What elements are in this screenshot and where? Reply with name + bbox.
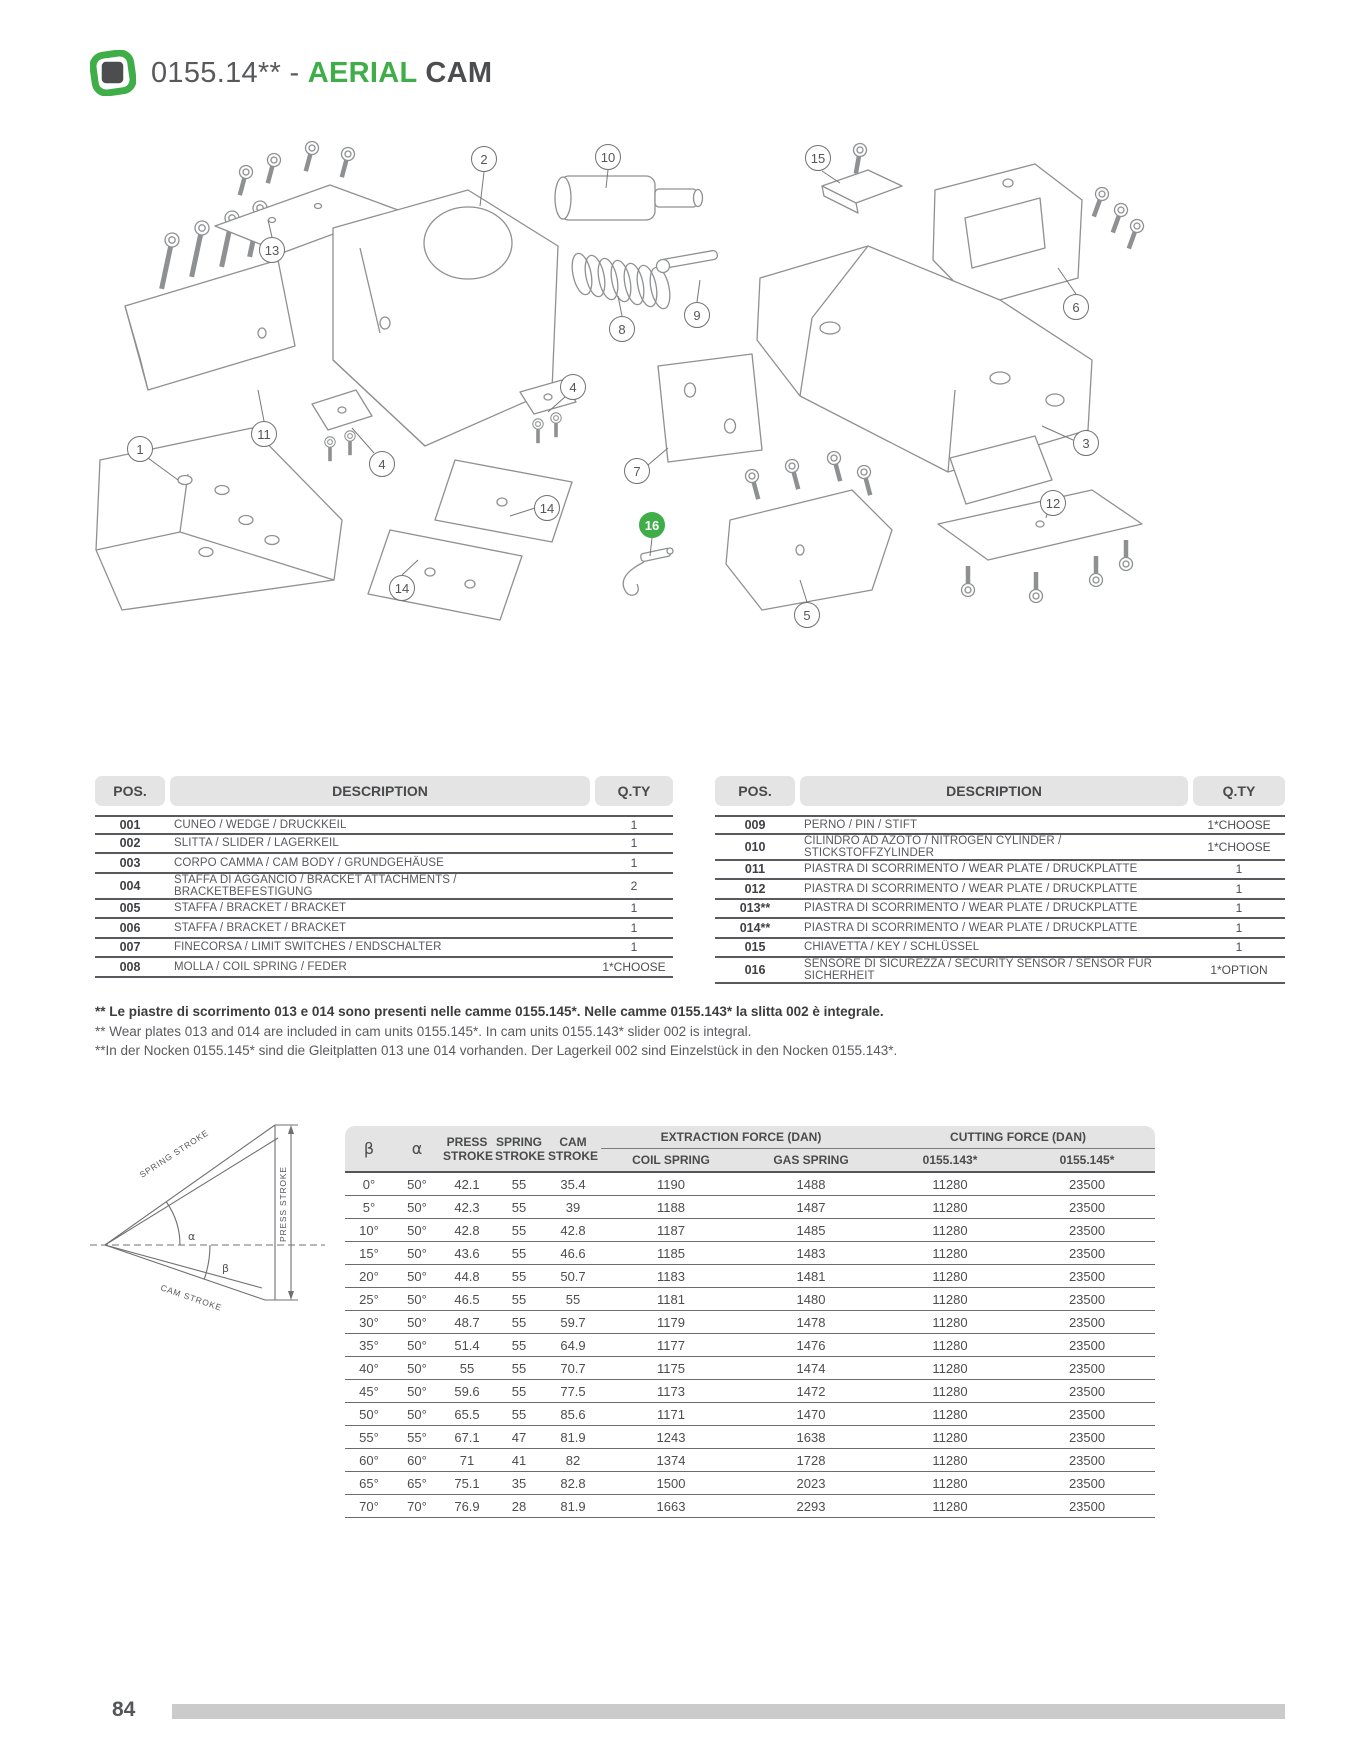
table-cell: CHIAVETTA / KEY / SCHLÜSSEL	[795, 939, 1193, 959]
brand-logo-icon	[90, 50, 136, 96]
column-header-pos: POS.	[715, 776, 795, 806]
table-cell: 55	[493, 1196, 545, 1219]
table-cell: 009	[715, 815, 795, 835]
table-cell: 59.6	[441, 1380, 493, 1403]
table-row	[95, 958, 673, 978]
table-cell: 82	[545, 1449, 601, 1472]
table-cell: 41	[493, 1449, 545, 1472]
table-cell: PIASTRA DI SCORRIMENTO / WEAR PLATE / DRUCKPLATTE	[795, 880, 1193, 900]
table-cell: 55	[493, 1288, 545, 1311]
table-cell: 23500	[1019, 1265, 1155, 1288]
table-row	[95, 815, 673, 835]
table-cell: STAFFA DI AGGANCIO / BRACKET ATTACHMENTS / BRACKETBEFESTIGUNG	[165, 874, 595, 900]
table-cell: 55	[493, 1357, 545, 1380]
table-cell: 23500	[1019, 1311, 1155, 1334]
table-cell: FINECORSA / LIMIT SWITCHES / ENDSCHALTER	[165, 939, 595, 959]
table-cell: 1	[1193, 861, 1285, 881]
table-row	[345, 1173, 1155, 1196]
table-cell: 46.6	[545, 1242, 601, 1265]
table-cell: 006	[95, 919, 165, 939]
table-cell: 1183	[601, 1265, 741, 1288]
spring-stroke-label: SPRING STROKE	[137, 1127, 211, 1180]
table-cell: 1	[595, 815, 673, 835]
table-cell: 23500	[1019, 1495, 1155, 1518]
part-callout-4: 4	[560, 374, 586, 400]
table-cell: 1	[1193, 900, 1285, 920]
table-cell: 50.7	[545, 1265, 601, 1288]
part-016-security-sensor	[623, 548, 673, 595]
table-cell: 65.5	[441, 1403, 493, 1426]
table-cell: 76.9	[441, 1495, 493, 1518]
parts-table-right-header	[715, 776, 1285, 806]
part-callout-16: 16	[639, 512, 665, 538]
table-cell: CILINDRO AD AZOTO / NITROGEN CYLINDER / STICKSTOFFZYLINDER	[795, 835, 1193, 861]
table-cell: 1480	[741, 1288, 881, 1311]
table-cell: 15°	[345, 1242, 393, 1265]
column-header-spring-stroke: SPRING STROKE	[493, 1126, 545, 1173]
table-cell: 23500	[1019, 1357, 1155, 1380]
table-cell: 35.4	[545, 1173, 601, 1196]
table-cell: 50°	[393, 1380, 441, 1403]
table-cell: 70°	[345, 1495, 393, 1518]
part-callout-10: 10	[595, 144, 621, 170]
column-header-cam-stroke: CAM STROKE	[545, 1126, 601, 1173]
table-cell: 23500	[1019, 1288, 1155, 1311]
column-header-press-stroke: PRESS STROKE	[441, 1126, 493, 1173]
table-cell: CORPO CAMMA / CAM BODY / GRUNDGEHÄUSE	[165, 854, 595, 874]
table-row	[95, 835, 673, 855]
table-cell: 0°	[345, 1173, 393, 1196]
part-007-limit-switch	[658, 354, 762, 462]
table-cell: 50°	[345, 1403, 393, 1426]
table-cell: 59.7	[545, 1311, 601, 1334]
table-cell: 1*CHOOSE	[1193, 835, 1285, 861]
table-cell: 23500	[1019, 1173, 1155, 1196]
table-cell: 44.8	[441, 1265, 493, 1288]
table-cell: 015	[715, 939, 795, 959]
part-005-bracket	[726, 450, 892, 610]
exploded-diagram-art	[0, 128, 1359, 676]
table-row	[715, 900, 1285, 920]
table-cell: 1	[595, 854, 673, 874]
stroke-geometry-figure	[90, 1112, 340, 1327]
table-cell: 1728	[741, 1449, 881, 1472]
table-cell: 23500	[1019, 1196, 1155, 1219]
table-cell: 43.6	[441, 1242, 493, 1265]
table-cell: 47	[493, 1426, 545, 1449]
table-cell: 1243	[601, 1426, 741, 1449]
table-cell: 1173	[601, 1380, 741, 1403]
table-cell: 011	[715, 861, 795, 881]
table-cell: 42.8	[441, 1219, 493, 1242]
part-008-coil-spring	[569, 252, 673, 311]
table-cell: 50°	[393, 1265, 441, 1288]
table-cell: 39	[545, 1196, 601, 1219]
table-cell: 50°	[393, 1219, 441, 1242]
table-cell: 60°	[393, 1449, 441, 1472]
table-cell: 65°	[393, 1472, 441, 1495]
table-cell: 005	[95, 900, 165, 920]
cam-stroke-label: CAM STROKE	[159, 1282, 224, 1313]
table-cell: 004	[95, 874, 165, 900]
table-cell: 2023	[741, 1472, 881, 1495]
table-cell: 20°	[345, 1265, 393, 1288]
alpha-angle-label: α	[188, 1230, 196, 1243]
column-header-description: DESCRIPTION	[170, 776, 590, 806]
part-callout-4: 4	[369, 451, 395, 477]
part-014-wear-plate-b	[368, 530, 522, 620]
exploded-diagram	[0, 128, 1359, 676]
table-cell: 1	[595, 939, 673, 959]
table-cell: 55	[493, 1219, 545, 1242]
table-cell: 55	[493, 1380, 545, 1403]
column-header-0155-143: 0155.143*	[881, 1149, 1019, 1173]
part-006-bracket	[933, 164, 1145, 306]
table-cell: 11280	[881, 1472, 1019, 1495]
table-cell: 1500	[601, 1472, 741, 1495]
column-header-gas-spring: GAS SPRING	[741, 1149, 881, 1173]
table-cell: SENSORE DI SICUREZZA / SECURITY SENSOR / SENSOR FÜR SICHERHEIT	[795, 958, 1193, 984]
table-row	[95, 919, 673, 939]
table-cell: PIASTRA DI SCORRIMENTO / WEAR PLATE / DRUCKPLATTE	[795, 900, 1193, 920]
table-cell: 65°	[345, 1472, 393, 1495]
table-row	[715, 958, 1285, 984]
table-row	[345, 1357, 1155, 1380]
column-header-qty: Q.TY	[1193, 776, 1285, 806]
part-callout-9: 9	[684, 302, 710, 328]
table-cell: 50°	[393, 1311, 441, 1334]
table-cell: 55	[493, 1403, 545, 1426]
table-cell: 1	[1193, 919, 1285, 939]
force-table	[345, 1126, 1155, 1518]
table-cell: 1	[1193, 880, 1285, 900]
part-callout-5: 5	[794, 602, 820, 628]
table-cell: STAFFA / BRACKET / BRACKET	[165, 919, 595, 939]
table-cell: 75.1	[441, 1472, 493, 1495]
table-cell: 1638	[741, 1426, 881, 1449]
table-cell: 71	[441, 1449, 493, 1472]
table-cell: 23500	[1019, 1403, 1155, 1426]
table-cell: 1487	[741, 1196, 881, 1219]
table-row	[715, 880, 1285, 900]
table-cell: 11280	[881, 1196, 1019, 1219]
table-cell: 001	[95, 815, 165, 835]
table-cell: 016	[715, 958, 795, 984]
table-cell: 11280	[881, 1380, 1019, 1403]
table-row	[95, 939, 673, 959]
table-cell: 55°	[393, 1426, 441, 1449]
table-row	[345, 1311, 1155, 1334]
part-015-key	[822, 142, 902, 213]
page-title	[151, 57, 492, 90]
table-cell: 010	[715, 835, 795, 861]
stroke-geometry-art	[90, 1112, 340, 1327]
table-cell: 50°	[393, 1196, 441, 1219]
part-callout-2: 2	[471, 146, 497, 172]
table-cell: STAFFA / BRACKET / BRACKET	[165, 900, 595, 920]
footnote-german: **In der Nocken 0155.145* sind die Gleitplatten 013 une 014 vorhanden. Der Lagerkeil 002 sind Einzelstück in den Nocken 0155.143*.	[95, 1043, 898, 1058]
table-cell: PIASTRA DI SCORRIMENTO / WEAR PLATE / DRUCKPLATTE	[795, 919, 1193, 939]
table-cell: 1*CHOOSE	[595, 958, 673, 978]
table-cell: 23500	[1019, 1334, 1155, 1357]
table-cell: 1470	[741, 1403, 881, 1426]
footnotes	[95, 1002, 897, 1061]
table-cell: 1	[595, 835, 673, 855]
table-cell: 50°	[393, 1403, 441, 1426]
table-cell: 42.8	[545, 1219, 601, 1242]
table-cell: 1190	[601, 1173, 741, 1196]
table-cell: 35	[493, 1472, 545, 1495]
table-cell: 1	[1193, 939, 1285, 959]
press-stroke-label: PRESS STROKE	[278, 1166, 288, 1242]
table-cell: 1188	[601, 1196, 741, 1219]
table-cell: 11280	[881, 1242, 1019, 1265]
table-cell: 35°	[345, 1334, 393, 1357]
part-callout-1: 1	[127, 436, 153, 462]
table-cell: 11280	[881, 1357, 1019, 1380]
table-cell: MOLLA / COIL SPRING / FEDER	[165, 958, 595, 978]
product-name-accent: AERIAL	[307, 56, 418, 89]
table-cell: 007	[95, 939, 165, 959]
table-cell: 11280	[881, 1426, 1019, 1449]
group-header-extraction-force: EXTRACTION FORCE (DAN)	[601, 1126, 881, 1149]
table-cell: 1*CHOOSE	[1193, 815, 1285, 835]
table-cell: 11280	[881, 1403, 1019, 1426]
table-cell: 014**	[715, 919, 795, 939]
table-cell: 1488	[741, 1173, 881, 1196]
table-cell: 003	[95, 854, 165, 874]
table-cell: 85.6	[545, 1403, 601, 1426]
table-row	[345, 1380, 1155, 1403]
table-row	[715, 815, 1285, 835]
table-cell: 23500	[1019, 1219, 1155, 1242]
table-cell: 55	[493, 1265, 545, 1288]
table-row	[715, 919, 1285, 939]
parts-table-left-body	[95, 815, 673, 978]
table-cell: 55	[441, 1357, 493, 1380]
table-cell: 64.9	[545, 1334, 601, 1357]
table-cell: 40°	[345, 1357, 393, 1380]
table-row	[345, 1196, 1155, 1219]
beta-angle-label: β	[222, 1262, 230, 1275]
table-cell: 50°	[393, 1173, 441, 1196]
table-cell: 1481	[741, 1265, 881, 1288]
part-callout-6: 6	[1063, 294, 1089, 320]
footnote-italian: ** Le piastre di scorrimento 013 e 014 sono presenti nelle camme 0155.145*. Nelle camme 0155.143* la slitta 002 è integrale.	[95, 1004, 884, 1019]
table-cell: 60°	[345, 1449, 393, 1472]
group-header-cutting-force: CUTTING FORCE (DAN)	[881, 1126, 1155, 1149]
table-cell: 55	[493, 1242, 545, 1265]
table-cell: 23500	[1019, 1449, 1155, 1472]
table-cell: 1187	[601, 1219, 741, 1242]
parts-table-right	[715, 776, 1285, 984]
table-row	[345, 1449, 1155, 1472]
part-callout-11: 11	[251, 421, 277, 447]
table-cell: 1663	[601, 1495, 741, 1518]
table-row	[345, 1265, 1155, 1288]
table-row	[345, 1219, 1155, 1242]
table-cell: 1175	[601, 1357, 741, 1380]
table-cell: 013**	[715, 900, 795, 920]
table-cell: 48.7	[441, 1311, 493, 1334]
table-cell: 012	[715, 880, 795, 900]
table-row	[345, 1495, 1155, 1518]
parts-table-left-header	[95, 776, 673, 806]
table-cell: 11280	[881, 1449, 1019, 1472]
table-cell: 70.7	[545, 1357, 601, 1380]
column-header-coil-spring: COIL SPRING	[601, 1149, 741, 1173]
part-callout-7: 7	[624, 458, 650, 484]
column-header-qty: Q.TY	[595, 776, 673, 806]
force-table-header	[345, 1126, 1155, 1173]
table-cell: 008	[95, 958, 165, 978]
table-cell: 1	[595, 900, 673, 920]
table-cell: 11280	[881, 1495, 1019, 1518]
parts-table-left	[95, 776, 673, 978]
table-cell: 77.5	[545, 1380, 601, 1403]
table-row	[345, 1334, 1155, 1357]
table-row	[95, 854, 673, 874]
part-callout-14: 14	[389, 575, 415, 601]
table-cell: 23500	[1019, 1242, 1155, 1265]
product-code: 0155.14** -	[151, 56, 308, 89]
table-cell: 81.9	[545, 1426, 601, 1449]
table-row	[715, 861, 1285, 881]
table-cell: 23500	[1019, 1380, 1155, 1403]
table-row	[95, 900, 673, 920]
part-callout-8: 8	[609, 316, 635, 342]
table-cell: 11280	[881, 1219, 1019, 1242]
part-callout-12: 12	[1040, 490, 1066, 516]
table-cell: 55	[545, 1288, 601, 1311]
table-cell: 11280	[881, 1334, 1019, 1357]
table-cell: 50°	[393, 1334, 441, 1357]
table-row	[345, 1472, 1155, 1495]
table-cell: CUNEO / WEDGE / DRUCKKEIL	[165, 815, 595, 835]
table-row	[715, 835, 1285, 861]
table-cell: 1185	[601, 1242, 741, 1265]
part-004-bracket-attachment-a	[312, 390, 372, 461]
part-009-pin	[657, 250, 718, 273]
table-cell: PERNO / PIN / STIFT	[795, 815, 1193, 835]
table-cell: 81.9	[545, 1495, 601, 1518]
column-header-0155-145: 0155.145*	[1019, 1149, 1155, 1173]
table-cell: 1181	[601, 1288, 741, 1311]
table-cell: 1476	[741, 1334, 881, 1357]
table-cell: 11280	[881, 1288, 1019, 1311]
table-cell: 25°	[345, 1288, 393, 1311]
product-name-rest: CAM	[417, 56, 493, 89]
table-row	[345, 1288, 1155, 1311]
table-cell: 55	[493, 1311, 545, 1334]
table-cell: PIASTRA DI SCORRIMENTO / WEAR PLATE / DRUCKPLATTE	[795, 861, 1193, 881]
table-cell: 11280	[881, 1173, 1019, 1196]
page-number: 84	[112, 1698, 136, 1721]
table-cell: SLITTA / SLIDER / LAGERKEIL	[165, 835, 595, 855]
table-cell: 1374	[601, 1449, 741, 1472]
column-header-beta: β	[345, 1126, 393, 1173]
table-cell: 28	[493, 1495, 545, 1518]
table-row	[345, 1426, 1155, 1449]
footnote-english: ** Wear plates 013 and 014 are included in cam units 0155.145*. In cam units 0155.143* slider 002 is integral.	[95, 1023, 752, 1039]
table-cell: 1472	[741, 1380, 881, 1403]
table-cell: 82.8	[545, 1472, 601, 1495]
column-header-pos: POS.	[95, 776, 165, 806]
table-cell: 1179	[601, 1311, 741, 1334]
part-callout-13: 13	[259, 237, 285, 263]
table-cell: 46.5	[441, 1288, 493, 1311]
table-row	[95, 874, 673, 900]
table-cell: 1478	[741, 1311, 881, 1334]
table-cell: 2	[595, 874, 673, 900]
table-cell: 23500	[1019, 1472, 1155, 1495]
force-table-body	[345, 1173, 1155, 1518]
table-cell: 42.1	[441, 1173, 493, 1196]
part-callout-3: 3	[1073, 430, 1099, 456]
table-row	[345, 1403, 1155, 1426]
footer-bar	[172, 1704, 1285, 1719]
table-cell: 50°	[393, 1242, 441, 1265]
table-cell: 1*OPTION	[1193, 958, 1285, 984]
table-cell: 30°	[345, 1311, 393, 1334]
table-cell: 11280	[881, 1265, 1019, 1288]
table-cell: 42.3	[441, 1196, 493, 1219]
table-cell: 1485	[741, 1219, 881, 1242]
table-cell: 1474	[741, 1357, 881, 1380]
table-cell: 5°	[345, 1196, 393, 1219]
table-cell: 1483	[741, 1242, 881, 1265]
table-cell: 2293	[741, 1495, 881, 1518]
part-010-nitrogen-cylinder	[555, 176, 703, 220]
table-cell: 23500	[1019, 1426, 1155, 1449]
table-row	[345, 1242, 1155, 1265]
column-header-description: DESCRIPTION	[800, 776, 1188, 806]
table-cell: 70°	[393, 1495, 441, 1518]
table-cell: 50°	[393, 1357, 441, 1380]
table-cell: 1177	[601, 1334, 741, 1357]
table-cell: 002	[95, 835, 165, 855]
table-cell: 45°	[345, 1380, 393, 1403]
table-cell: 51.4	[441, 1334, 493, 1357]
column-header-alpha: α	[393, 1126, 441, 1173]
part-callout-15: 15	[805, 145, 831, 171]
parts-table-right-body	[715, 815, 1285, 984]
table-cell: 67.1	[441, 1426, 493, 1449]
table-cell: 10°	[345, 1219, 393, 1242]
table-cell: 1171	[601, 1403, 741, 1426]
table-cell: 50°	[393, 1288, 441, 1311]
table-cell: 55	[493, 1334, 545, 1357]
table-cell: 55	[493, 1173, 545, 1196]
table-cell: 11280	[881, 1311, 1019, 1334]
table-cell: 1	[595, 919, 673, 939]
table-cell: 55°	[345, 1426, 393, 1449]
table-row	[715, 939, 1285, 959]
catalog-header	[90, 50, 492, 96]
part-callout-14: 14	[534, 495, 560, 521]
